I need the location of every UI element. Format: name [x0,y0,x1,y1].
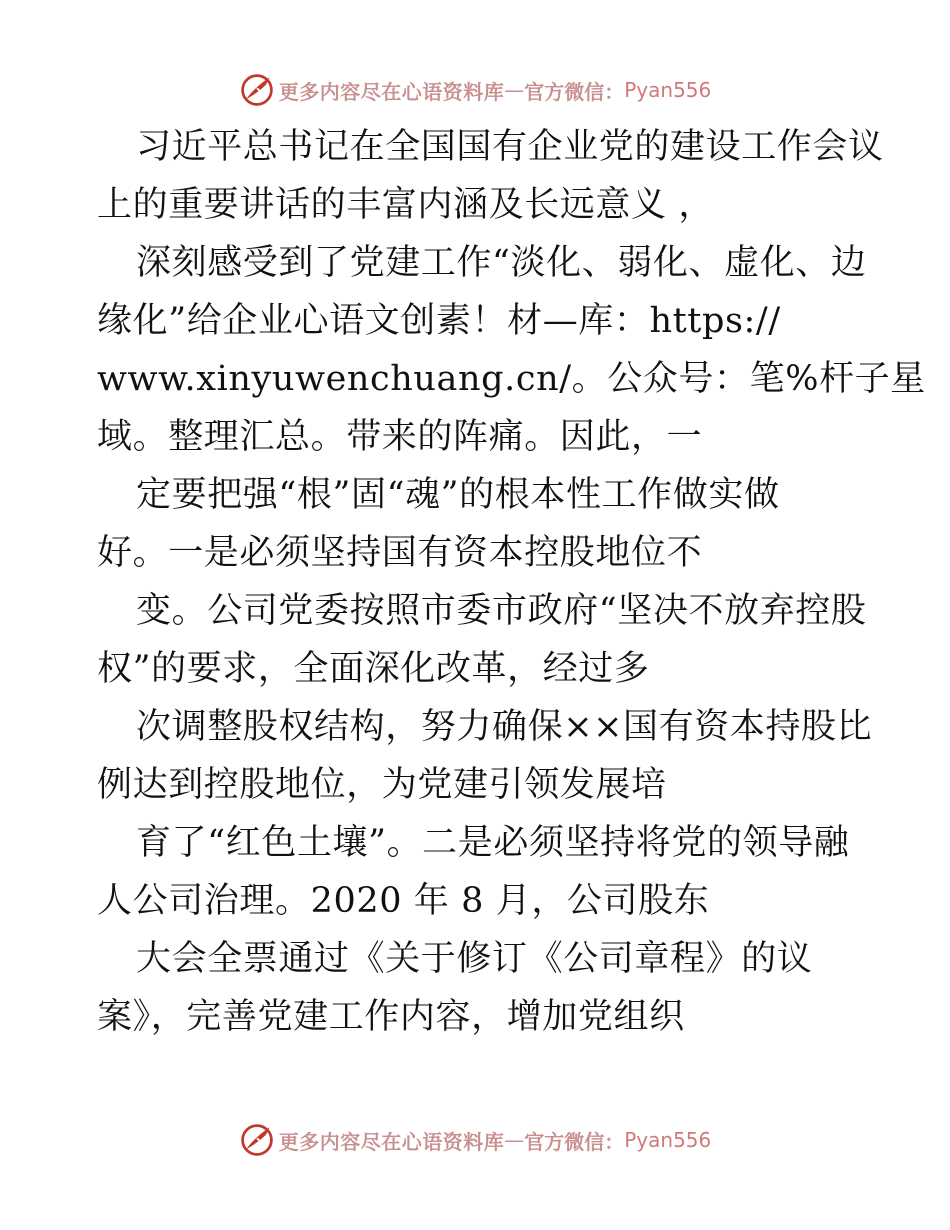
text-line-5: www.xinyuwenchuang.cn/。公众号：笔%杆子星 [97,359,926,399]
text-line-15: 大会全票通过《关于修订《公司章程》的议 [136,939,813,979]
header-watermark-banner [0,68,950,112]
text-line-13: 育了“红色土壤”。二是必须坚持将党的领导融 [136,823,850,863]
text-line-7: 定要把强“根”固“魂”的根本性工作做实做 [136,475,780,515]
footer-watermark-banner [0,1118,950,1162]
pen-nib-logo-icon [239,72,275,108]
text-line-4: 缘化”给企业心语文创素！材—库：https:// [97,301,781,341]
text-line-1: 习近平总书记在全国国有企业党的建设工作会议 [136,127,884,167]
text-line-11: 次调整股权结构，努力确保××国有资本持股比 [136,707,873,747]
watermark-wechat-id: Pyan556 [624,1128,712,1152]
pen-nib-logo-icon [239,1122,275,1158]
watermark-wechat-id: Pyan556 [624,78,712,102]
watermark-separator: — [504,1128,525,1152]
text-line-10: 权”的要求，全面深化改革，经过多 [97,649,650,689]
text-line-2: 上的重要讲话的丰富内涵及长远意义 ， [97,185,714,225]
text-line-9: 变。公司党委按照市委市政府“坚决不放弃控股 [136,591,867,631]
text-line-14: 人公司治理。2020 年 8 月，公司股东 [97,881,710,921]
text-line-16: 案》，完善党建工作内容，增加党组织 [97,997,685,1037]
watermark-site-text: 更多内容尽在心语资料库 [278,1129,505,1154]
text-line-12: 例达到控股地位，为党建引领发展培 [97,765,667,805]
watermark-separator: — [504,78,525,102]
text-line-6: 域。整理汇总。带来的阵痛。因此，一 [97,417,703,457]
watermark-site-text: 更多内容尽在心语资料库 [278,79,505,104]
watermark-wechat-label: 官方微信： [524,1129,625,1154]
text-line-8: 好。一是必须坚持国有资本控股地位不 [97,533,703,573]
text-line-3: 深刻感受到了党建工作“淡化、弱化、虚化、边 [136,243,867,283]
watermark-wechat-label: 官方微信： [524,79,625,104]
